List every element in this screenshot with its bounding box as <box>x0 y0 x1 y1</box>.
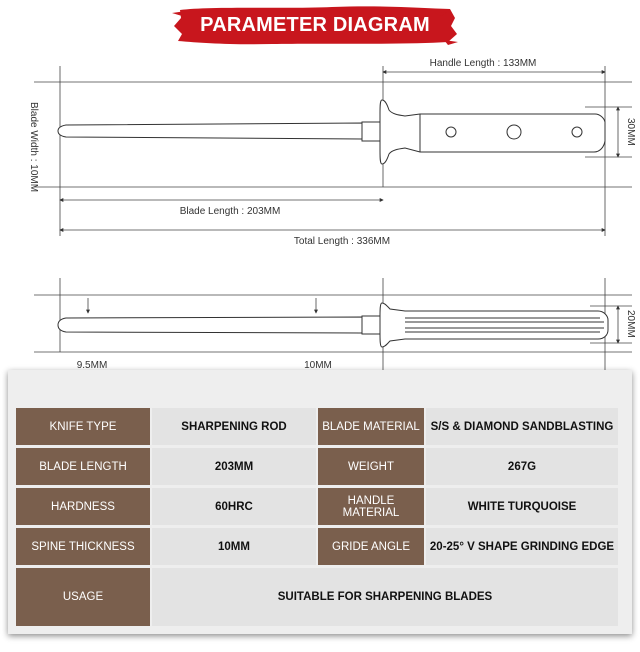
blade-length-label: Blade Length : 203MM <box>179 206 281 217</box>
spec-value-spine-thickness: 10MM <box>152 528 316 565</box>
spec-value-weight: 267G <box>426 448 618 485</box>
page-title: PARAMETER DIAGRAM <box>200 14 430 36</box>
spec-label-spine-thickness: SPINE THICKNESS <box>16 528 150 565</box>
spec-value-hardness: 60HRC <box>152 488 316 525</box>
spec-value-blade-material: S/S & DIAMOND SANDBLASTING <box>426 408 618 445</box>
rod-side-view <box>58 100 605 164</box>
spine-thickness-label: 10MM <box>304 360 332 370</box>
spec-label-blade-material: BLADE MATERIAL <box>318 408 424 445</box>
spec-table <box>8 370 632 634</box>
spec-value-blade-length: 203MM <box>152 448 316 485</box>
spec-label-hardness: HARDNESS <box>16 488 150 525</box>
handle-length-label: Handle Length : 133MM <box>429 58 537 69</box>
spec-value-knife-type: SHARPENING ROD <box>152 408 316 445</box>
tip-thickness-label: 9.5MM <box>76 360 108 370</box>
blade-width-label: Blade Width : 10MM <box>28 102 39 193</box>
spec-label-blade-length: BLADE LENGTH <box>16 448 150 485</box>
handle-width-label: 20MM <box>625 310 636 338</box>
spec-value-usage: SUITABLE FOR SHARPENING BLADES <box>152 568 618 626</box>
rod-top-view <box>58 303 608 347</box>
spec-value-handle-material: WHITE TURQUOISE <box>426 488 618 525</box>
spec-label-usage: USAGE <box>16 568 150 626</box>
total-length-label: Total Length : 336MM <box>293 236 391 247</box>
spec-label-gride-angle: GRIDE ANGLE <box>318 528 424 565</box>
spec-label-knife-type: KNIFE TYPE <box>16 408 150 445</box>
spec-label-weight: WEIGHT <box>318 448 424 485</box>
spec-value-gride-angle: 20-25° V SHAPE GRINDING EDGE <box>426 528 618 565</box>
spec-label-handle-material: HANDLE MATERIAL <box>318 488 424 525</box>
handle-height-label: 30MM <box>625 118 636 146</box>
